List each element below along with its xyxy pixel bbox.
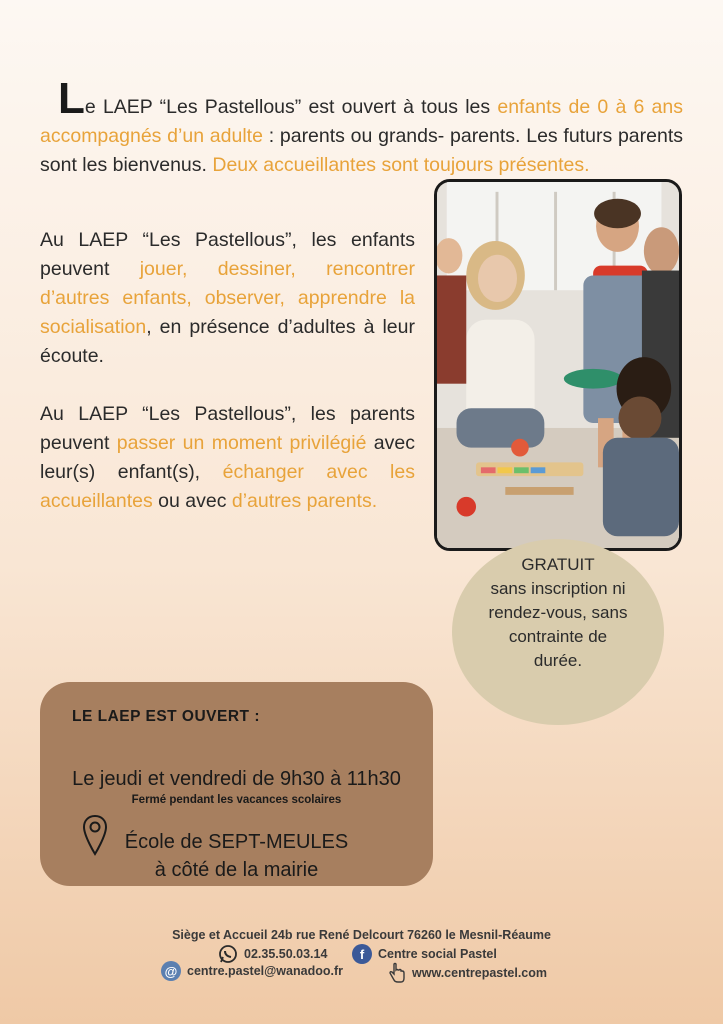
opening-hours-box [40, 682, 433, 886]
pointer-hand-icon [388, 962, 406, 984]
children-paragraph: Au LAEP “Les Pastellous”, les enfants peuvent jouer, dessiner, rencontrer d’autres enfants, observer, apprendre la socialisation, en présence d’adultes à leur écoute. [40, 229, 415, 367]
facebook-link[interactable]: f Centre social Pastel [352, 944, 497, 964]
address: Siège et Accueil 24b rue René Delcourt 76260 le Mesnil-Réaume [172, 928, 551, 942]
intro-paragraph: Le LAEP “Les Pastellous” est ouvert à tous les enfants de 0 à 6 ans accompagnés d’un adulte : parents ou grands- parents. Les futurs parents sont les bienvenus. Deux accueillantes sont toujours présentes. [40, 74, 684, 176]
drop-cap: L [58, 74, 85, 123]
closed-notice: Fermé pendant les vacances scolaires [131, 794, 342, 806]
email-link[interactable]: @ centre.pastel@wanadoo.fr [161, 961, 343, 981]
parents-paragraph: Au LAEP “Les Pastellous”, les parents peuvent passer un moment privilégié avec leur(s) enfant(s), échanger avec les accueillantes ou avec d’autres parents. [40, 403, 416, 512]
opening-hours: Le jeudi et vendredi de 9h30 à 11h30 [72, 768, 401, 790]
location-text: École de SEPT-MEULES à côté de la mairie [124, 831, 349, 881]
circle-line: durée. [533, 651, 583, 670]
circle-line: rendez-vous, sans [488, 603, 628, 622]
at-icon: @ [161, 961, 181, 981]
free-label: GRATUIT [521, 555, 595, 574]
website-link[interactable]: www.centrepastel.com [388, 962, 547, 984]
phone-contact[interactable]: 02.35.50.03.14 [218, 944, 327, 964]
free-info-circle [452, 539, 664, 725]
circle-line: sans inscription ni [490, 579, 626, 598]
facebook-icon: f [352, 944, 372, 964]
opening-title: LE LAEP EST OUVERT : [72, 708, 260, 725]
circle-line: contrainte de [508, 627, 608, 646]
children-playing-photo [434, 179, 682, 551]
